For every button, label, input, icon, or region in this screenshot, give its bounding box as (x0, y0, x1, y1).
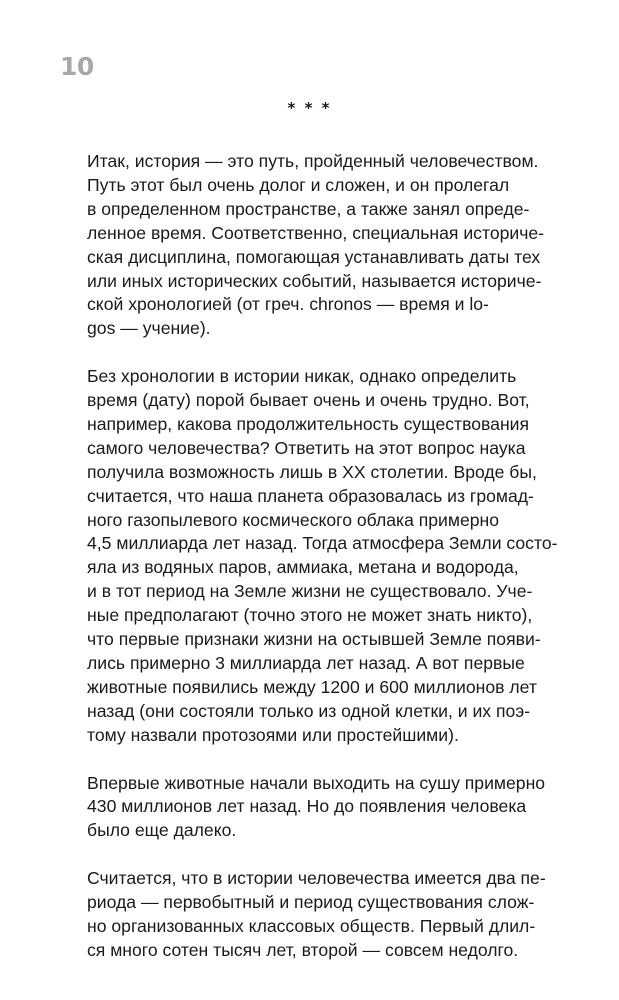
text-line: ные предполагают (точно этого не может знать никто), (87, 605, 533, 626)
text-line: риода — первобытный и период существования слож- (87, 892, 535, 913)
text-line: но организованных классовых обществ. Первый длил- (87, 915, 536, 936)
text-line: ся много сотен тысяч лет, второй — совсем недолго. (87, 939, 519, 960)
section-separator: * * * (287, 99, 332, 117)
text-line: 430 миллионов лет назад. Но до появления человека (87, 796, 527, 817)
text-line: Путь этот был очень долог и сложен, и он пролегал (87, 174, 510, 195)
text-line: самого человечества? Ответить на этот вопрос наука (87, 437, 526, 458)
text-line: ного газопылевого космического облака примерно (87, 509, 500, 530)
text-line: например, какова продолжительность существования (87, 413, 530, 434)
paragraph-3 (87, 772, 546, 844)
text-line: Итак, история — это путь, пройденный человечеством. (87, 151, 539, 171)
text-line: ленное время. Соответственно, специальная историче- (87, 222, 545, 243)
text-line: назад (они состояли только из одной клетки, и их поэ- (87, 700, 531, 721)
text-line: было еще далеко. (87, 820, 237, 841)
text-line: Впервые животные начали выходить на сушу примерно (87, 772, 546, 793)
paragraph-1 (87, 150, 545, 341)
page-number: 10 (60, 52, 94, 81)
text-line: в определенном пространстве, а также занял опреде- (87, 198, 530, 219)
paragraph-2 (87, 365, 558, 748)
text-line: получила возможность лишь в XX столетии. Вроде бы, (87, 461, 537, 482)
text-line: 4,5 миллиарда лет назад. Тогда атмосфера Земли состо- (87, 533, 558, 554)
text-line: время (дату) порой бывает очень и очень трудно. Вот, (87, 390, 530, 411)
text-line: Считается, что в истории человечества имеется два пе- (87, 868, 546, 889)
text-line: лись примерно 3 миллиарда лет назад. А вот первые (87, 653, 525, 674)
text-line: Без хронологии в истории никак, однако определить (87, 366, 517, 387)
text-line: или иных исторических событий, называется историче- (87, 270, 542, 291)
text-line: животные появились между 1200 и 600 миллионов лет (87, 676, 537, 697)
text-line: считается, что наша планета образовалась из громад- (87, 485, 534, 506)
text-line: ская дисциплина, помогающая устанавливать даты тех (87, 246, 541, 267)
text-line: яла из водяных паров, аммиака, метана и водорода, (87, 557, 519, 578)
text-line: и в тот период на Земле жизни не существовало. Уче- (87, 581, 533, 602)
text-line: что первые признаки жизни на остывшей Земле появи- (87, 629, 541, 650)
paragraph-4 (87, 867, 546, 963)
text-line: тому назвали протозоями или простейшими). (87, 724, 459, 745)
body-text (87, 150, 558, 987)
text-line: gos — учение). (87, 318, 211, 339)
text-line: ской хронологией (от греч. chronos — время и lo- (87, 294, 489, 315)
